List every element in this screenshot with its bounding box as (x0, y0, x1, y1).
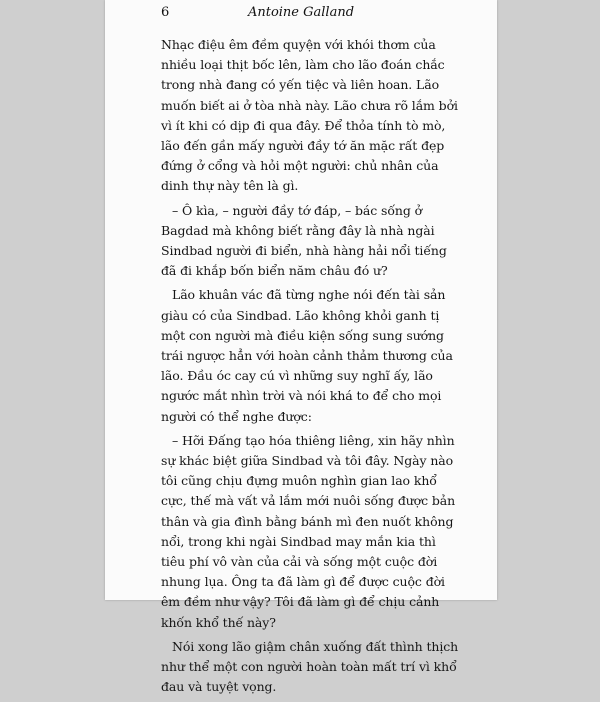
paragraph: Nói xong lão giậm chân xuống đất thình thịch như thể một con người hoàn toàn mất trí vì khổ đau và tuyệt vọng. (161, 638, 459, 695)
book-page (105, 0, 497, 695)
running-header-author: Antoine Galland (247, 5, 355, 20)
paragraph: Lão khuân vác đã từng nghe nói đến tài sản giàu có của Sindbad. Lão không khỏi ganh tị một con người mà điều kiện sống sung sướng trái ngược hẳn với hoàn cảnh thảm thương của lão. Đầu óc cay cú vì những suy nghĩ ấy, lão ngước mắt nhìn trời và nói khá to để cho mọi người có thể nghe được: (161, 287, 453, 424)
paragraph: – Ô kìa, – người đầy tớ đáp, – bác sống ở Bagdad mà không biết rằng đây là nhà ngài Sindbad người đi biển, nhà hàng hải nổi tiếng đã đi khắp bốn biển năm châu đó ư? (161, 202, 447, 279)
body-text (161, 35, 460, 702)
paragraph: – Hỡi Đấng tạo hóa thiêng liêng, xin hãy nhìn sự khác biệt giữa Sindbad và tôi đây. Ngày nào tôi cũng chịu đựng muôn nghìn gian lao khổ cực, thế mà vất vả lắm mới nuôi sống được bản thân và gia đình bằng bánh mì đen nuốt không nổi, trong khi ngài Sindbad may mắn kia thì tiêu phí vô vàn của cải và sống một cuộc đời nhung lụa. Ông ta đã làm gì để được cuộc đời êm đềm như vậy? Tôi đã làm gì để chịu cảnh khốn khổ thế này? (161, 432, 456, 630)
paragraph: Nhạc điệu êm đềm quyện với khói thơm của nhiều loại thịt bốc lên, làm cho lão đoán chắc trong nhà đang có yến tiệc và liên hoan. Lão muốn biết ai ở tòa nhà này. Lão chưa rõ lắm bởi vì ít khi có dịp đi qua đây. Để thỏa tính tò mò, lão đến gần mấy người đầy tớ ăn mặc rất đẹp đứng ở cổng và hỏi một người: chủ nhân của dinh thự này tên là gì. (161, 37, 458, 194)
page-number: 6 (161, 5, 170, 20)
